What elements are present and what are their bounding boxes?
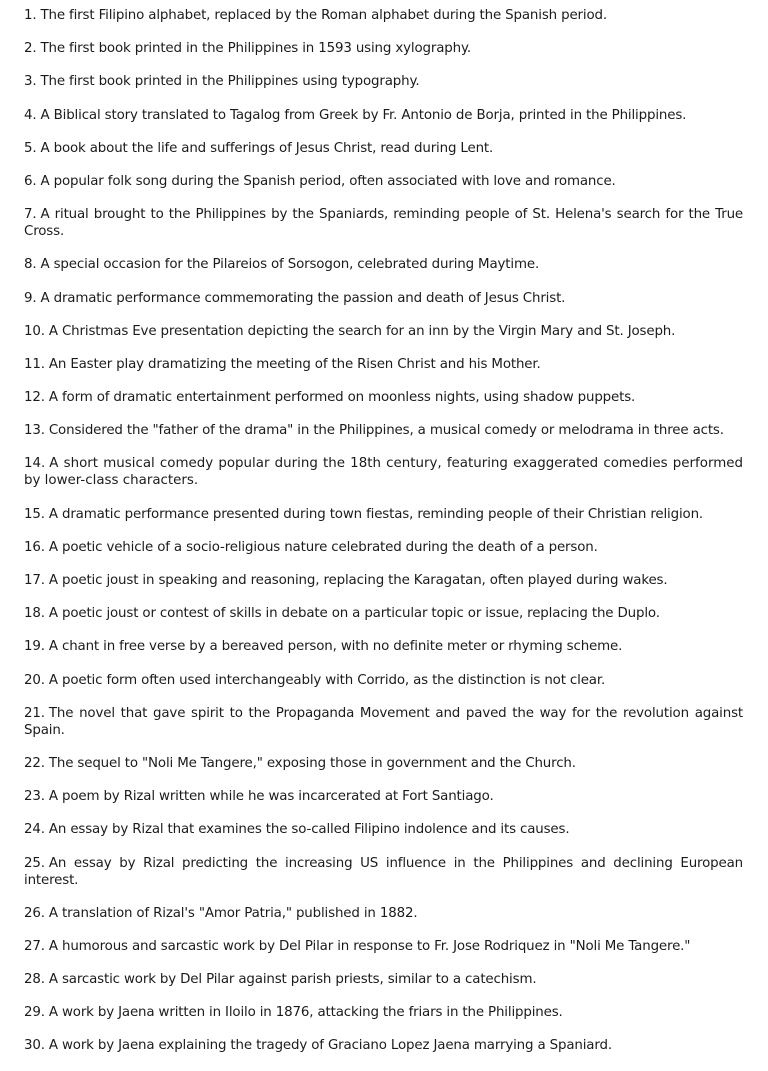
item-text: An Easter play dramatizing the meeting of the Risen Christ and his Mother.: [48, 356, 541, 372]
list-item: [24, 755, 743, 772]
item-number: 27.: [24, 938, 45, 954]
list-item: [24, 905, 743, 922]
item-text: A form of dramatic entertainment performed on moonless nights, using shadow puppets.: [48, 390, 636, 406]
item-text: A popular folk song during the Spanish period, often associated with love and romance.: [40, 173, 616, 189]
item-number: 22.: [24, 755, 45, 771]
item-text: The first Filipino alphabet, replaced by the Roman alphabet during the Spanish period.: [40, 8, 607, 23]
item-text: A sarcastic work by Del Pilar against parish priests, similar to a catechism.: [48, 972, 537, 988]
item-text: The novel that gave spirit to the Propaganda Movement and paved the way for the revolution against Spain.: [24, 705, 743, 738]
item-number: 3.: [24, 74, 37, 90]
list-item: [24, 672, 743, 689]
item-number: 17.: [24, 573, 45, 588]
item-number: 23.: [24, 789, 45, 805]
item-text: A poetic joust in speaking and reasoning, replacing the Karagatan, often played during wakes.: [48, 573, 668, 588]
item-text: The first book printed in the Philippines using typography.: [40, 74, 420, 90]
item-number: 6.: [24, 173, 37, 189]
item-text: An essay by Rizal that examines the so-called Filipino indolence and its causes.: [48, 822, 570, 838]
item-text: A Christmas Eve presentation depicting the search for an inn by the Virgin Mary and St. Joseph.: [48, 323, 676, 339]
list-item: [24, 422, 743, 439]
item-number: 4.: [24, 107, 37, 123]
item-text: A humorous and sarcastic work by Del Pilar in response to Fr. Jose Rodriquez in "Noli Me Tangere.": [48, 938, 691, 954]
list-item: [24, 7, 743, 24]
item-number: 26.: [24, 905, 45, 921]
list-item: [24, 855, 743, 889]
list-item: [24, 256, 743, 273]
list-item: [24, 539, 743, 556]
item-number: 24.: [24, 822, 45, 838]
item-number: 8.: [24, 257, 37, 273]
item-number: 12.: [24, 390, 45, 406]
item-number: 19.: [24, 639, 45, 655]
item-number: 29.: [24, 1005, 45, 1021]
item-text: A work by Jaena written in Iloilo in 1876, attacking the friars in the Philippines.: [48, 1005, 563, 1021]
item-number: 15.: [24, 506, 45, 522]
list-item: [24, 206, 743, 240]
item-text: A chant in free verse by a bereaved person, with no definite meter or rhyming scheme.: [48, 639, 623, 655]
item-number: 10.: [24, 323, 45, 339]
list-item: [24, 107, 743, 124]
list-item: [24, 971, 743, 988]
list-item: [24, 638, 743, 655]
item-text: A dramatic performance commemorating the passion and death of Jesus Christ.: [40, 290, 566, 306]
list-item: [24, 40, 743, 57]
item-number: 14.: [24, 456, 46, 472]
item-number: 25.: [24, 855, 45, 871]
item-number: 7.: [24, 207, 37, 223]
list-item: [24, 1037, 743, 1054]
item-text: A short musical comedy popular during the 18th century, featuring exaggerated comedies performed by lower-class characters.: [24, 456, 743, 489]
list-item: [24, 455, 743, 489]
item-number: 18.: [24, 606, 45, 622]
item-number: 13.: [24, 423, 45, 439]
list-item: [24, 389, 743, 406]
item-number: 16.: [24, 539, 45, 555]
list-item: [24, 821, 743, 838]
list-item: [24, 705, 743, 739]
list-item: [24, 788, 743, 805]
list-item: [24, 572, 743, 589]
list-item: [24, 173, 743, 190]
item-text: A ritual brought to the Philippines by the Spaniards, reminding people of St. Helena's search for the True Cross.: [24, 207, 743, 240]
list-item: [24, 356, 743, 373]
item-text: Considered the "father of the drama" in the Philippines, a musical comedy or melodrama in three acts.: [48, 423, 724, 439]
item-number: 2.: [24, 41, 37, 57]
item-text: A book about the life and sufferings of Jesus Christ, read during Lent.: [40, 140, 494, 156]
item-text: A translation of Rizal's "Amor Patria," published in 1882.: [48, 905, 418, 921]
item-text: A work by Jaena explaining the tragedy of Graciano Lopez Jaena marrying a Spaniard.: [48, 1038, 612, 1054]
list-item: [24, 290, 743, 307]
item-text: A Biblical story translated to Tagalog from Greek by Fr. Antonio de Borja, printed in the Philippines.: [40, 107, 687, 123]
item-text: The first book printed in the Philippines in 1593 using xylography.: [40, 41, 471, 57]
item-text: The sequel to "Noli Me Tangere," exposing those in government and the Church.: [48, 755, 576, 771]
item-text: A poetic form often used interchangeably with Corrido, as the distinction is not clear.: [48, 672, 606, 688]
list-item: [24, 506, 743, 523]
item-text: A poem by Rizal written while he was incarcerated at Fort Santiago.: [48, 789, 494, 805]
item-number: 5.: [24, 140, 37, 156]
list-item: [24, 73, 743, 90]
item-number: 30.: [24, 1038, 45, 1054]
item-text: A poetic joust or contest of skills in debate on a particular topic or issue, replacing the Duplo.: [48, 606, 660, 622]
item-number: 1.: [24, 8, 37, 23]
list-item: [24, 605, 743, 622]
item-number: 11.: [24, 356, 45, 372]
item-text: A special occasion for the Pilareios of Sorsogon, celebrated during Maytime.: [40, 257, 540, 273]
list-item: [24, 938, 743, 955]
item-number: 28.: [24, 972, 45, 988]
item-number: 20.: [24, 672, 45, 688]
list-item: [24, 323, 743, 340]
item-text: A poetic vehicle of a socio-religious nature celebrated during the death of a person.: [48, 539, 598, 555]
list-item: [24, 140, 743, 157]
item-text: An essay by Rizal predicting the increasing US influence in the Philippines and declining European interest.: [24, 855, 743, 888]
item-number: 21.: [24, 705, 45, 721]
list-item: [24, 1004, 743, 1021]
question-list: [24, 7, 743, 1071]
item-text: A dramatic performance presented during town fiestas, reminding people of their Christian religion.: [48, 506, 704, 522]
item-number: 9.: [24, 290, 37, 306]
